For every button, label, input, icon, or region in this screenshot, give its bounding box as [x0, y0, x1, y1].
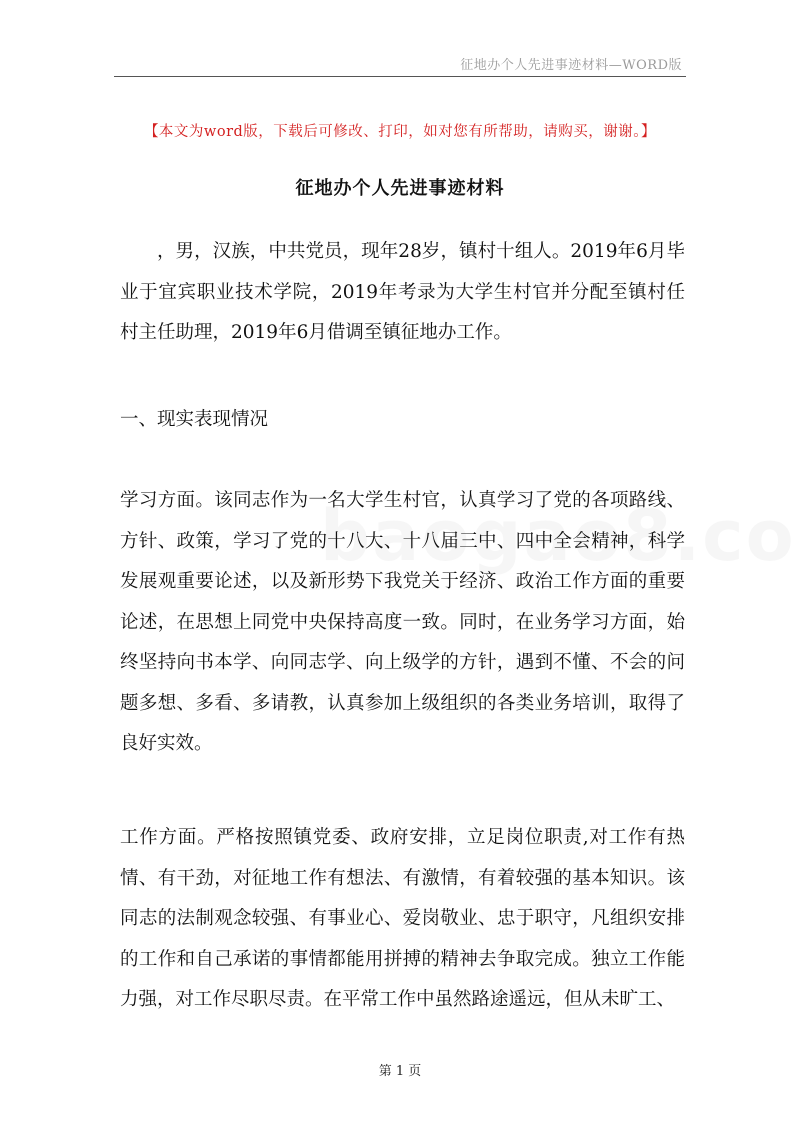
document-title: 征地办个人先进事迹材料	[295, 178, 505, 199]
section-heading: 一、现实表现情况	[120, 409, 269, 430]
header-divider	[114, 76, 686, 77]
paragraph-study: 学习方面。该同志作为一名大学生村官，认真学习了党的各项路线、方针、政策，学习了党的十八大、十八届三中、四中全会精神，科学发展观重要论述，以及新形势下我党关于经济、政治工作方面的重要论述，在思想上同党中央保持高度一致。同时，在业务学习方面，始终坚持向书本学、向同志学、向上级学的方针，遇到不懂、不会的问题多想、多看、多请教，认真参加上级组织的各类业务培训，取得了良好实效。	[120, 490, 685, 754]
page-number: 第 1 页	[378, 1064, 422, 1079]
paragraph-intro: ，男，汉族，中共党员，现年28岁，镇村十组人。2019年6月毕业于宜宾职业技术学院，2019年考录为大学生村官并分配至镇村任村主任助理，2019年6月借调至镇征地办工作。	[120, 241, 685, 343]
paragraph-work: 工作方面。严格按照镇党委、政府安排，立足岗位职责,对工作有热情、有干劲，对征地工作有想法、有激情，有着较强的基本知识。该同志的法制观念较强、有事业心、爱岗敬业、忠于职守，凡组织安排的工作和自己承诺的事情都能用拼搏的精神去争取完成。独立工作能力强，对工作尽职尽责。在平常工作中虽然路途遥远，但从未旷工、	[120, 827, 685, 1010]
page-header: 征地办个人先进事迹材料—WORD版	[460, 58, 682, 73]
download-notice: 【本文为word版，下载后可修改、打印，如对您有所帮助，请购买，谢谢。】	[143, 124, 657, 140]
